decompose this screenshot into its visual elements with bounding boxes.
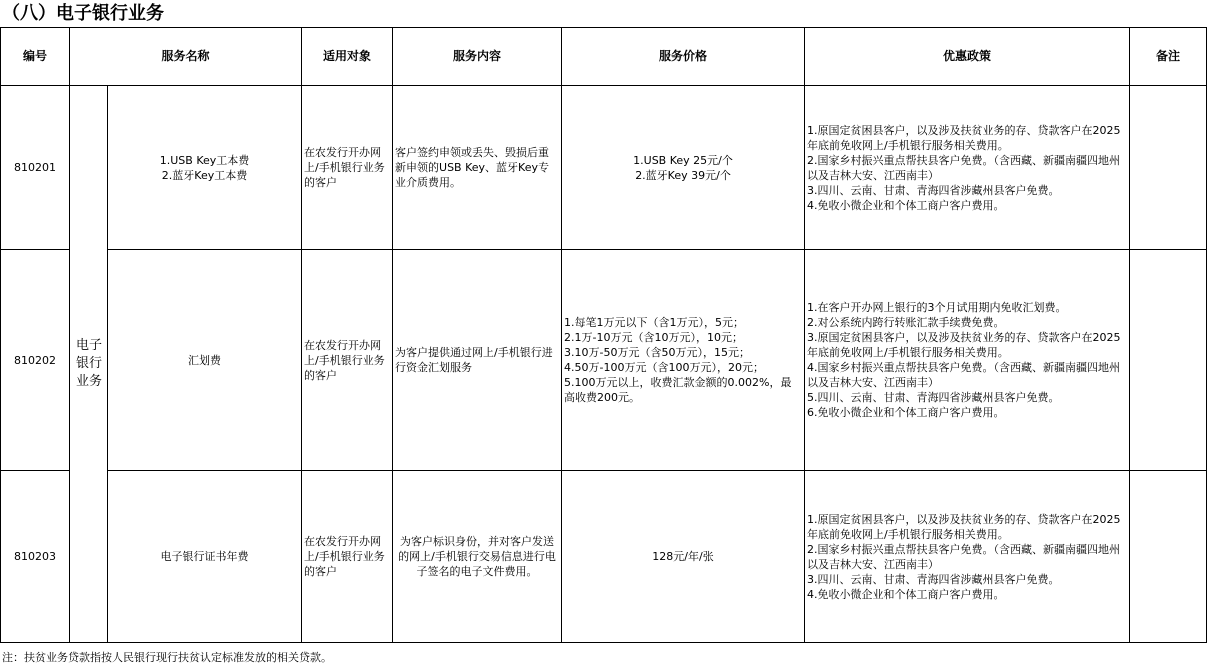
header-target: 适用对象 — [302, 28, 393, 86]
table-row — [1, 471, 1207, 643]
table-row — [1, 250, 1207, 471]
category-cell — [70, 86, 108, 643]
header-row — [1, 28, 1207, 86]
header-note: 备注 — [1130, 28, 1207, 86]
section-title: （八）电子银行业务 — [2, 3, 164, 24]
category-label: 电子银行业务 — [75, 338, 102, 389]
row-code: 810201 — [1, 86, 70, 250]
header-content: 服务内容 — [393, 28, 562, 86]
fee-table — [0, 27, 1207, 643]
table-row — [1, 86, 1207, 250]
row-note — [1130, 250, 1207, 471]
row-content: 为客户提供通过网上/手机银行进行资金汇划服务 — [393, 250, 562, 471]
header-price: 服务价格 — [562, 28, 805, 86]
row-price: 128元/年/张 — [562, 471, 805, 643]
row-name: 汇划费 — [108, 250, 302, 471]
row-content: 客户签约申领或丢失、毁损后重新申领的USB Key、蓝牙Key专业介质费用。 — [393, 86, 562, 250]
row-note — [1130, 86, 1207, 250]
row-note — [1130, 471, 1207, 643]
header-policy: 优惠政策 — [805, 28, 1130, 86]
row-content: 为客户标识身份，并对客户发送的网上/手机银行交易信息进行电子签名的电子文件费用。 — [393, 471, 562, 643]
row-code: 810203 — [1, 471, 70, 643]
row-policy: 1.在客户开办网上银行的3个月试用期内免收汇划费。 2.对公系统内跨行转账汇款手续费免费。 3.原国定贫困县客户，以及涉及扶贫业务的存、贷款客户在2025年底前免收网上/手机银行服务相关费用。 4.国家乡村振兴重点帮扶县客户免费。（含西藏、新疆南疆四地州以及吉林大安、江西南丰） 5.四川、云南、甘肃、青海四省涉藏州县客户免费。 6.免收小微企业和个体工商户客户费用。 — [805, 250, 1130, 471]
footnote: 注：扶贫业务贷款指按人民银行现行扶贫认定标准发放的相关贷款。 — [2, 651, 332, 664]
header-name: 服务名称 — [70, 28, 302, 86]
row-target: 在农发行开办网上/手机银行业务的客户 — [302, 471, 393, 643]
row-code: 810202 — [1, 250, 70, 471]
row-price: 1.每笔1万元以下（含1万元），5元； 2.1万-10万元（含10万元），10元； 3.10万-50万元（含50万元），15元； 4.50万-100万元（含100万元），20元； 5.100万元以上，收费汇款金额的0.002%，最高收费200元。 — [562, 250, 805, 471]
row-policy: 1.原国定贫困县客户，以及涉及扶贫业务的存、贷款客户在2025年底前免收网上/手机银行服务相关费用。 2.国家乡村振兴重点帮扶县客户免费。（含西藏、新疆南疆四地州以及吉林大安、江西南丰） 3.四川、云南、甘肃、青海四省涉藏州县客户免费。 4.免收小微企业和个体工商户客户费用。 — [805, 471, 1130, 643]
row-name: 1.USB Key工本费 2.蓝牙Key工本费 — [108, 86, 302, 250]
row-target: 在农发行开办网上/手机银行业务的客户 — [302, 86, 393, 250]
row-policy: 1.原国定贫困县客户，以及涉及扶贫业务的存、贷款客户在2025年底前免收网上/手机银行服务相关费用。 2.国家乡村振兴重点帮扶县客户免费。（含西藏、新疆南疆四地州以及吉林大安、江西南丰） 3.四川、云南、甘肃、青海四省涉藏州县客户免费。 4.免收小微企业和个体工商户客户费用。 — [805, 86, 1130, 250]
header-code: 编号 — [1, 28, 70, 86]
row-name: 电子银行证书年费 — [108, 471, 302, 643]
row-target: 在农发行开办网上/手机银行业务的客户 — [302, 250, 393, 471]
row-price: 1.USB Key 25元/个 2.蓝牙Key 39元/个 — [562, 86, 805, 250]
